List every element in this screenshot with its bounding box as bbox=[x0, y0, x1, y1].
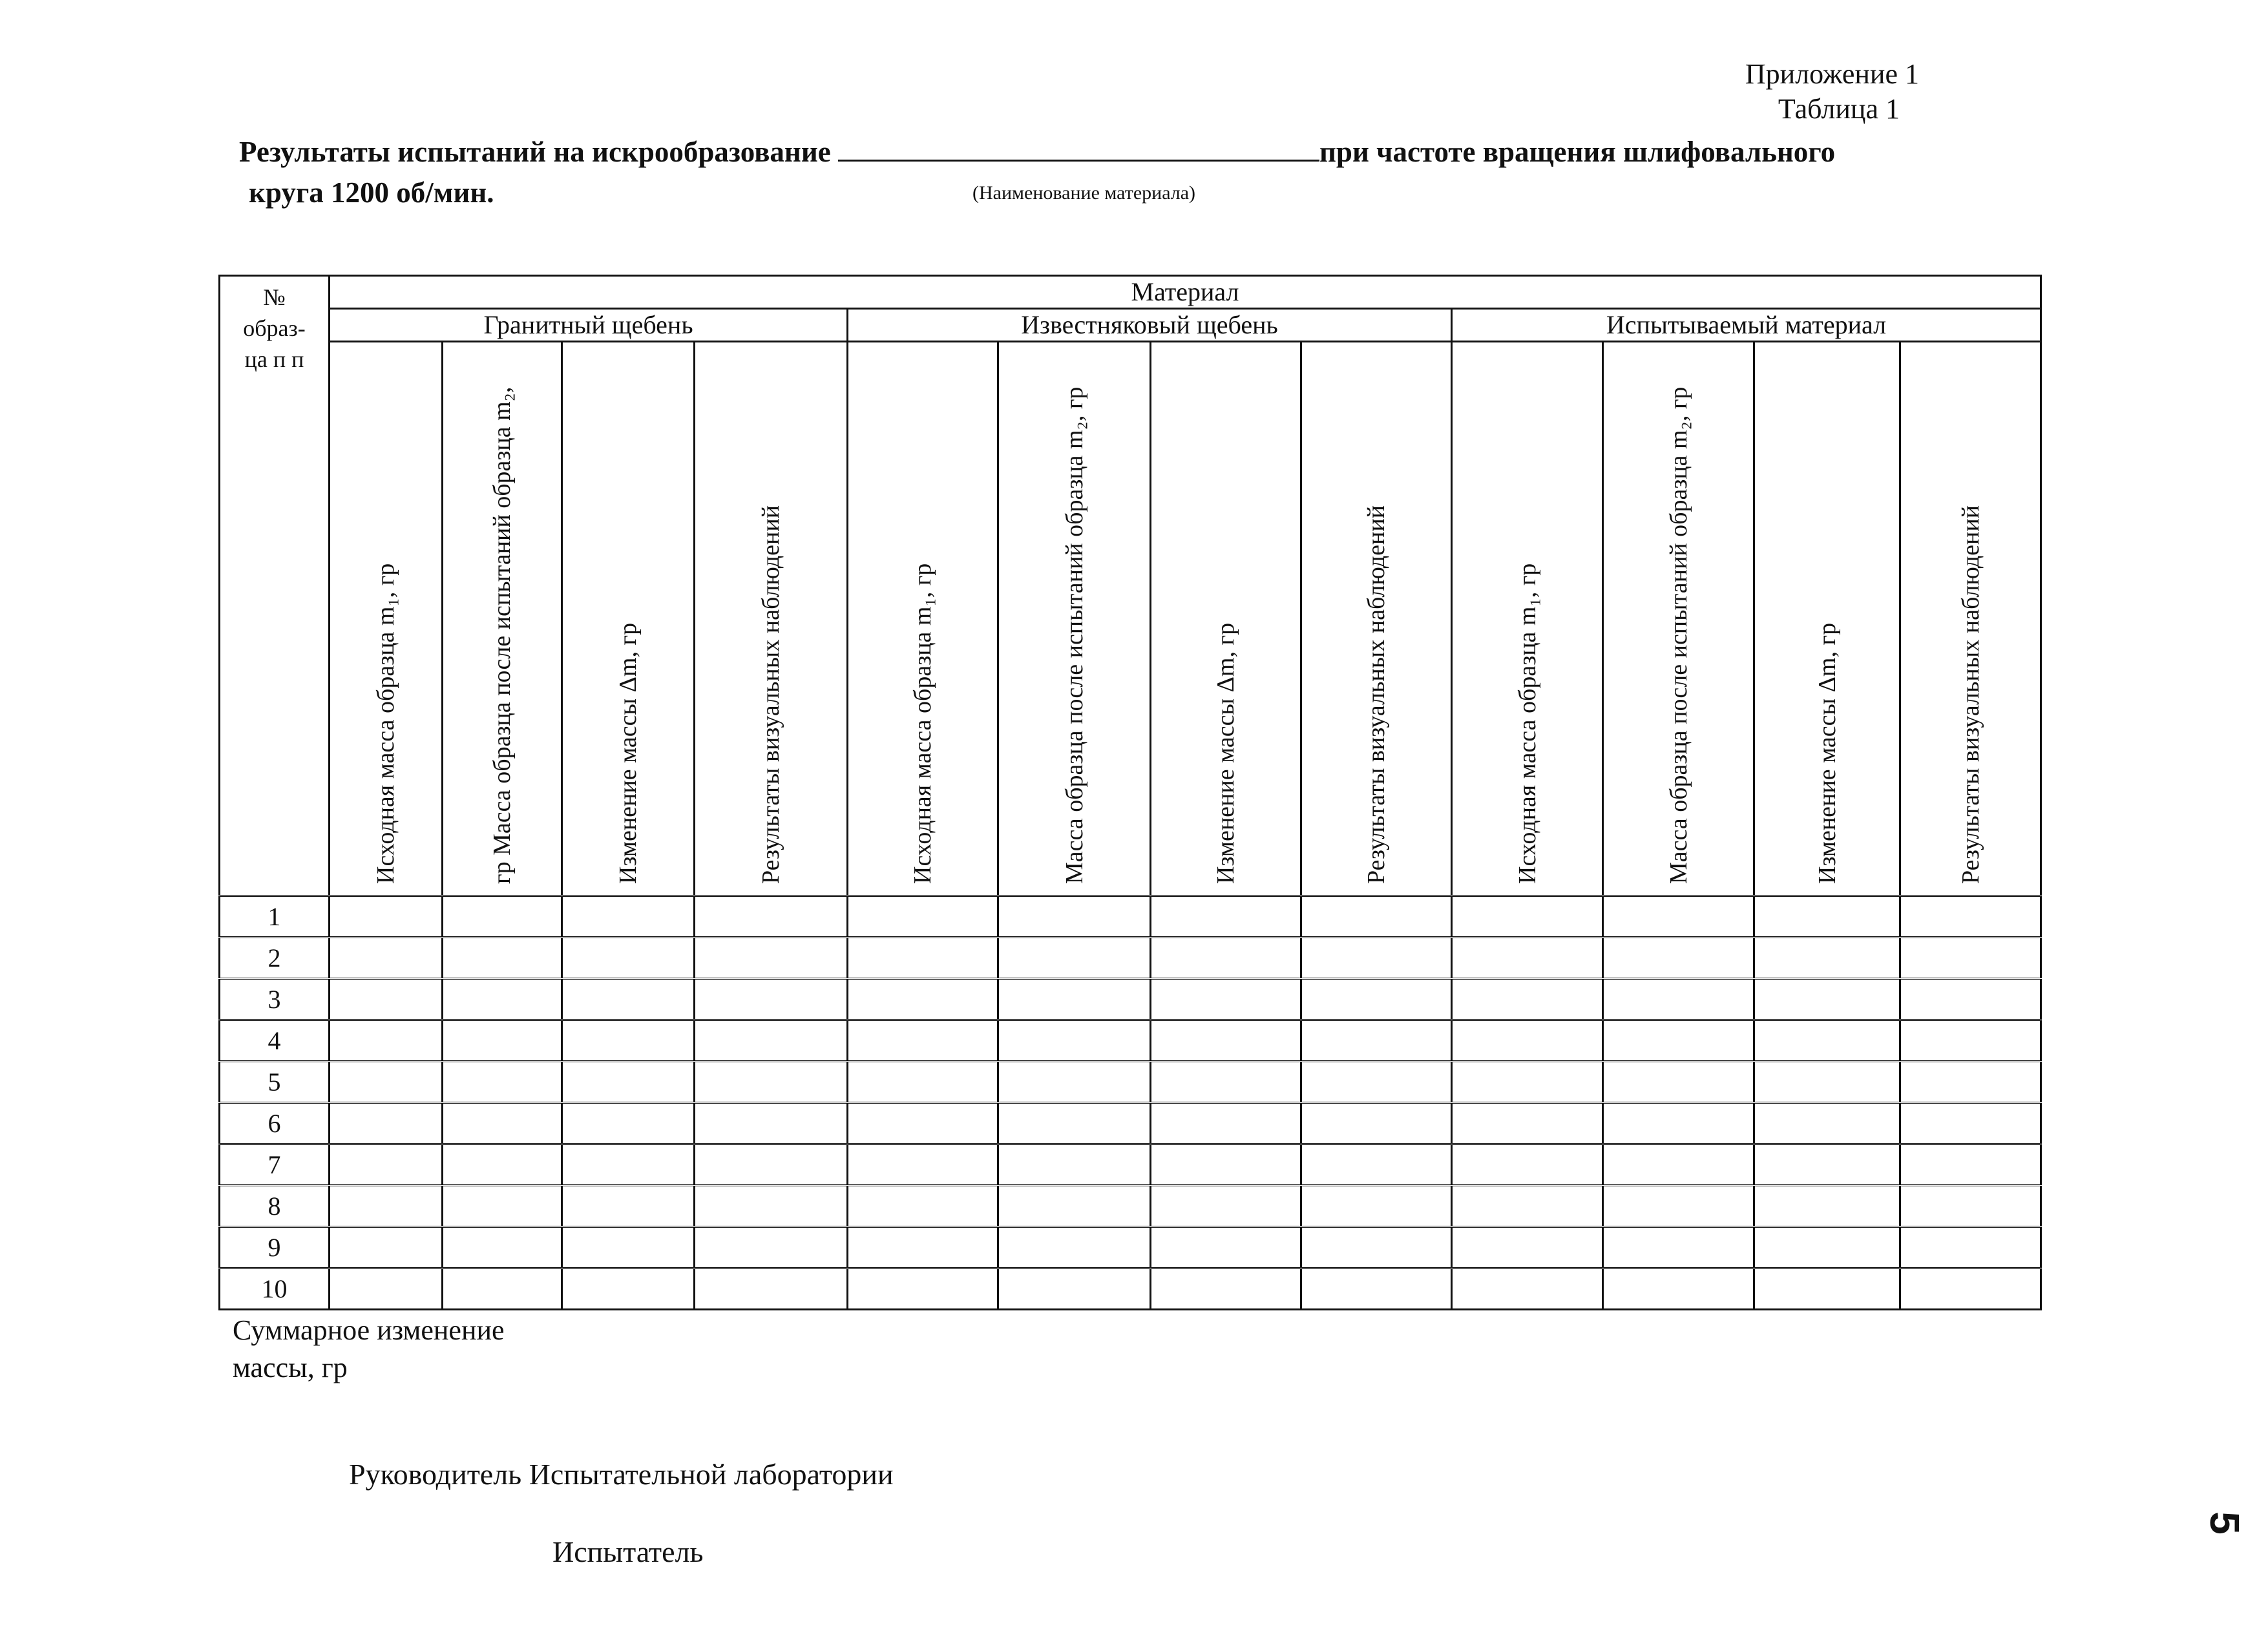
data-cell[interactable] bbox=[330, 1062, 443, 1103]
tester-signature: Испытатель bbox=[552, 1535, 704, 1568]
row-number: 2 bbox=[220, 938, 330, 979]
table-body bbox=[220, 896, 2041, 1310]
row-number: 1 bbox=[220, 896, 330, 938]
data-cell[interactable] bbox=[848, 979, 998, 1020]
data-cell[interactable] bbox=[562, 1103, 695, 1144]
data-cell[interactable] bbox=[1900, 1144, 2041, 1186]
data-cell[interactable] bbox=[695, 1186, 848, 1227]
data-cell[interactable] bbox=[1603, 1103, 1754, 1144]
data-cell[interactable] bbox=[1151, 1062, 1301, 1103]
data-cell[interactable] bbox=[330, 1227, 443, 1268]
data-cell[interactable] bbox=[1452, 1020, 1603, 1062]
data-cell[interactable] bbox=[1301, 979, 1452, 1020]
data-cell[interactable] bbox=[1151, 979, 1301, 1020]
col-header bbox=[998, 342, 1151, 896]
data-cell[interactable] bbox=[330, 1186, 443, 1227]
data-cell[interactable] bbox=[1452, 938, 1603, 979]
data-cell[interactable] bbox=[330, 1020, 443, 1062]
row-number: 8 bbox=[220, 1186, 330, 1227]
data-cell[interactable] bbox=[1754, 1186, 1900, 1227]
data-cell[interactable] bbox=[848, 1062, 998, 1103]
row-number: 10 bbox=[220, 1268, 330, 1310]
table-row bbox=[220, 1268, 2041, 1310]
data-cell[interactable] bbox=[1452, 1062, 1603, 1103]
data-cell[interactable] bbox=[1603, 938, 1754, 979]
data-cell[interactable] bbox=[443, 938, 562, 979]
data-cell[interactable] bbox=[1452, 1227, 1603, 1268]
data-cell[interactable] bbox=[695, 1103, 848, 1144]
data-cell[interactable] bbox=[848, 1020, 998, 1062]
row-number: 4 bbox=[220, 1020, 330, 1062]
data-cell[interactable] bbox=[1754, 1227, 1900, 1268]
results-table bbox=[218, 275, 2042, 1310]
data-cell[interactable] bbox=[1754, 1020, 1900, 1062]
data-cell[interactable] bbox=[1900, 938, 2041, 979]
data-cell[interactable] bbox=[695, 938, 848, 979]
data-cell[interactable] bbox=[1452, 1144, 1603, 1186]
data-cell[interactable] bbox=[695, 1062, 848, 1103]
data-cell[interactable] bbox=[695, 1227, 848, 1268]
group-granite: Гранитный щебень bbox=[330, 309, 848, 342]
col-header bbox=[330, 342, 443, 896]
data-cell[interactable] bbox=[848, 1268, 998, 1310]
data-cell[interactable] bbox=[695, 1020, 848, 1062]
col-visual: Результаты визуальных наблюдений bbox=[757, 505, 784, 884]
col-header bbox=[1452, 342, 1603, 896]
table-row bbox=[220, 1062, 2041, 1103]
data-cell[interactable] bbox=[330, 1268, 443, 1310]
data-cell[interactable] bbox=[998, 1062, 1151, 1103]
data-cell[interactable] bbox=[443, 1186, 562, 1227]
col-header bbox=[848, 342, 998, 896]
data-cell[interactable] bbox=[998, 896, 1151, 938]
col-header bbox=[1151, 342, 1301, 896]
data-cell[interactable] bbox=[562, 1227, 695, 1268]
sample-number-header bbox=[220, 276, 330, 896]
document-title bbox=[239, 132, 1835, 171]
sample-number-header-text: № образ- ца п п bbox=[243, 284, 306, 372]
data-cell[interactable] bbox=[1603, 1020, 1754, 1062]
data-cell[interactable] bbox=[695, 1268, 848, 1310]
data-cell[interactable] bbox=[998, 938, 1151, 979]
col-mass-after: Масса образца после испытаний образца m₂, гр bbox=[1664, 386, 1692, 884]
col-mass-change: Изменение массы Δm, гр bbox=[1212, 622, 1239, 884]
data-cell[interactable] bbox=[1603, 1227, 1754, 1268]
title-part1: Результаты испытаний на искрообразование bbox=[239, 136, 831, 168]
table-row bbox=[220, 1103, 2041, 1144]
data-cell[interactable] bbox=[443, 1103, 562, 1144]
data-cell[interactable] bbox=[1301, 1103, 1452, 1144]
col-header bbox=[562, 342, 695, 896]
data-cell[interactable] bbox=[1603, 1144, 1754, 1186]
title-part2: при частоте вращения шлифовального bbox=[1319, 136, 1836, 168]
data-cell[interactable] bbox=[998, 1227, 1151, 1268]
data-cell[interactable] bbox=[1301, 1144, 1452, 1186]
row-number: 9 bbox=[220, 1227, 330, 1268]
data-cell[interactable] bbox=[695, 1144, 848, 1186]
data-cell[interactable] bbox=[998, 1268, 1151, 1310]
table-row bbox=[220, 1144, 2041, 1186]
data-cell[interactable] bbox=[443, 979, 562, 1020]
appendix-number: Приложение 1 bbox=[1745, 58, 1919, 90]
material-header: Материал bbox=[330, 276, 2041, 309]
data-cell[interactable] bbox=[1452, 1268, 1603, 1310]
data-cell[interactable] bbox=[1900, 1186, 2041, 1227]
row-number: 5 bbox=[220, 1062, 330, 1103]
data-cell[interactable] bbox=[1301, 1020, 1452, 1062]
data-cell[interactable] bbox=[562, 979, 695, 1020]
data-cell[interactable] bbox=[1301, 896, 1452, 938]
data-cell[interactable] bbox=[1900, 1020, 2041, 1062]
col-mass-change: Изменение массы Δm, гр bbox=[1813, 622, 1841, 884]
data-cell[interactable] bbox=[1900, 896, 2041, 938]
data-cell[interactable] bbox=[443, 1020, 562, 1062]
data-cell[interactable] bbox=[1754, 1268, 1900, 1310]
col-mass-after: гр Масса образца после испытаний образца m₂, bbox=[488, 386, 516, 884]
data-cell[interactable] bbox=[848, 1103, 998, 1144]
page-number: 5 bbox=[2201, 1511, 2248, 1535]
data-cell[interactable] bbox=[1900, 1227, 2041, 1268]
data-cell[interactable] bbox=[443, 896, 562, 938]
total-mass-change-label bbox=[233, 1312, 505, 1387]
data-cell[interactable] bbox=[1452, 979, 1603, 1020]
data-cell[interactable] bbox=[1603, 979, 1754, 1020]
data-cell[interactable] bbox=[1754, 979, 1900, 1020]
data-cell[interactable] bbox=[1151, 896, 1301, 938]
table-row bbox=[220, 1186, 2041, 1227]
data-cell[interactable] bbox=[998, 1186, 1151, 1227]
data-cell[interactable] bbox=[998, 1020, 1151, 1062]
data-cell[interactable] bbox=[1452, 1103, 1603, 1144]
appendix-label bbox=[1745, 57, 1919, 127]
table-row bbox=[220, 896, 2041, 938]
col-mass-after: Масса образца после испытаний образца m₂, гр bbox=[1060, 386, 1088, 884]
data-cell[interactable] bbox=[562, 1062, 695, 1103]
data-cell[interactable] bbox=[1603, 1268, 1754, 1310]
col-initial-mass: Исходная масса образца m₁, гр bbox=[372, 563, 399, 884]
data-cell[interactable] bbox=[848, 1186, 998, 1227]
table-number: Таблица 1 bbox=[1778, 93, 1900, 125]
col-visual: Результаты визуальных наблюдений bbox=[1363, 505, 1390, 884]
title-line2: круга 1200 об/мин. bbox=[249, 176, 494, 209]
col-header bbox=[695, 342, 848, 896]
data-cell[interactable] bbox=[562, 1144, 695, 1186]
row-number: 7 bbox=[220, 1144, 330, 1186]
col-mass-change: Изменение массы Δm, гр bbox=[614, 622, 642, 884]
data-cell[interactable] bbox=[848, 1144, 998, 1186]
table-row bbox=[220, 979, 2041, 1020]
data-cell[interactable] bbox=[330, 1103, 443, 1144]
data-cell[interactable] bbox=[1301, 1227, 1452, 1268]
data-cell[interactable] bbox=[1301, 938, 1452, 979]
data-cell[interactable] bbox=[1603, 1062, 1754, 1103]
table-row bbox=[220, 1020, 2041, 1062]
data-cell[interactable] bbox=[562, 1186, 695, 1227]
data-cell[interactable] bbox=[443, 1268, 562, 1310]
data-cell[interactable] bbox=[443, 1227, 562, 1268]
data-cell[interactable] bbox=[330, 896, 443, 938]
data-cell[interactable] bbox=[1603, 1186, 1754, 1227]
row-number: 6 bbox=[220, 1103, 330, 1144]
data-cell[interactable] bbox=[1452, 1186, 1603, 1227]
data-cell[interactable] bbox=[1151, 1227, 1301, 1268]
data-cell[interactable] bbox=[1754, 1103, 1900, 1144]
col-initial-mass: Исходная масса образца m₁, гр bbox=[909, 563, 936, 884]
col-header bbox=[1603, 342, 1754, 896]
data-cell[interactable] bbox=[998, 1144, 1151, 1186]
data-cell[interactable] bbox=[562, 938, 695, 979]
data-cell[interactable] bbox=[848, 896, 998, 938]
data-cell[interactable] bbox=[1900, 1062, 2041, 1103]
data-cell[interactable] bbox=[330, 979, 443, 1020]
data-cell[interactable] bbox=[695, 979, 848, 1020]
row-number: 3 bbox=[220, 979, 330, 1020]
blank-caption: (Наименование материала) bbox=[972, 182, 1196, 204]
data-cell[interactable] bbox=[562, 896, 695, 938]
data-cell[interactable] bbox=[1603, 896, 1754, 938]
sum-line2: массы, гр bbox=[233, 1352, 348, 1383]
data-cell[interactable] bbox=[1151, 1020, 1301, 1062]
data-cell[interactable] bbox=[1452, 896, 1603, 938]
table-row bbox=[220, 938, 2041, 979]
data-cell[interactable] bbox=[848, 938, 998, 979]
group-tested: Испытываемый материал bbox=[1452, 309, 2041, 342]
col-visual: Результаты визуальных наблюдений bbox=[1957, 505, 1984, 884]
col-initial-mass: Исходная масса образца m₁, гр bbox=[1513, 563, 1541, 884]
col-header bbox=[443, 342, 562, 896]
lab-head-signature: Руководитель Испытательной лаборатории bbox=[349, 1458, 894, 1491]
data-cell[interactable] bbox=[848, 1227, 998, 1268]
col-header bbox=[1754, 342, 1900, 896]
data-cell[interactable] bbox=[1151, 1144, 1301, 1186]
group-limestone: Известняковый щебень bbox=[848, 309, 1452, 342]
data-cell[interactable] bbox=[1900, 1268, 2041, 1310]
data-cell[interactable] bbox=[562, 1020, 695, 1062]
data-cell[interactable] bbox=[1151, 1186, 1301, 1227]
material-name-blank[interactable] bbox=[838, 134, 1319, 162]
data-cell[interactable] bbox=[1151, 1268, 1301, 1310]
col-header bbox=[1301, 342, 1452, 896]
data-cell[interactable] bbox=[330, 938, 443, 979]
data-cell[interactable] bbox=[1301, 1268, 1452, 1310]
data-cell[interactable] bbox=[1151, 938, 1301, 979]
data-cell[interactable] bbox=[1900, 979, 2041, 1020]
data-cell[interactable] bbox=[1754, 896, 1900, 938]
data-cell[interactable] bbox=[695, 896, 848, 938]
data-cell[interactable] bbox=[1151, 1103, 1301, 1144]
data-cell[interactable] bbox=[443, 1144, 562, 1186]
data-cell[interactable] bbox=[998, 979, 1151, 1020]
col-header bbox=[1900, 342, 2041, 896]
table-row bbox=[220, 1227, 2041, 1268]
data-cell[interactable] bbox=[1301, 1062, 1452, 1103]
sum-line1: Суммарное изменение bbox=[233, 1314, 505, 1346]
data-cell[interactable] bbox=[1301, 1186, 1452, 1227]
data-cell[interactable] bbox=[562, 1268, 695, 1310]
data-cell[interactable] bbox=[330, 1144, 443, 1186]
data-cell[interactable] bbox=[1754, 938, 1900, 979]
data-cell[interactable] bbox=[1900, 1103, 2041, 1144]
data-cell[interactable] bbox=[1754, 1062, 1900, 1103]
data-cell[interactable] bbox=[998, 1103, 1151, 1144]
data-cell[interactable] bbox=[443, 1062, 562, 1103]
data-cell[interactable] bbox=[1754, 1144, 1900, 1186]
